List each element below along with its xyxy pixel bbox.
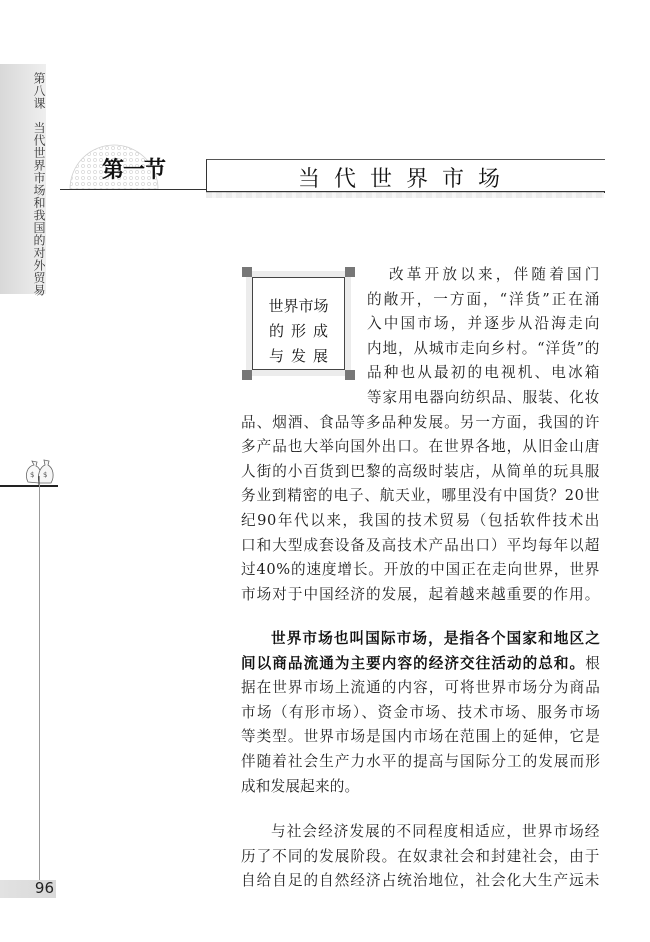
topic-box-line: 世界市场 (268, 297, 329, 315)
svg-text:$: $ (30, 471, 35, 479)
text-line: 品种也从最初的电视机、电冰箱 (367, 364, 600, 382)
text-line: 市场（有形市场）、资金市场、技术市场、服务市场 (241, 703, 600, 721)
text-line: 与社会经济发展的不同程度相适应，世界市场经 (271, 823, 600, 840)
key-definition-text: 世界市场也叫国际市场，是指各个国家和地区之 (271, 630, 600, 647)
key-definition-text: 间以商品流通为主要内容的经济交往活动的总和。 (241, 654, 586, 672)
running-head (31, 72, 45, 297)
text-line: 多产品也大举向国外出口。在世界各地，从旧金山唐 (241, 438, 600, 456)
section-title: 当代世界市场 (297, 167, 514, 192)
text-line: 市场对于中国经济的发展，起着越来越重要的作用。 (241, 585, 600, 603)
text-line: 务业到精密的电子、航天业，哪里没有中国货？20世 (241, 487, 600, 505)
section-number-label: 第一节 (102, 157, 166, 183)
text-line (241, 652, 600, 677)
intro-paragraph (241, 263, 600, 607)
text-line: 等类型。世界市场是国内市场在范围上的延伸，它是 (241, 728, 600, 746)
running-head-lesson-title: 当代世界市场和我国的对外贸易 (32, 121, 46, 297)
page-number: 96 (34, 879, 54, 897)
text-line: 历了不同的发展阶段。在奴隶社会和封建社会，由于 (241, 847, 600, 865)
money-bag-icon (22, 452, 56, 486)
running-head-lesson: 第八课 (32, 72, 46, 110)
text-line: 入中国市场，并逐步从沿海走向 (367, 315, 600, 333)
text-line: 成和发展起来的。 (241, 777, 360, 795)
text-line: 等家用电器向纺织品、服装、化妆 (367, 388, 600, 406)
definition-paragraph (241, 627, 600, 799)
text-line: 人街的小百货到巴黎的高级时装店，从简单的玩具服 (241, 462, 600, 480)
section-title-box (206, 159, 605, 193)
text-line: 伴随着社会生产力水平的提高与国际分工的发展而形 (241, 752, 600, 770)
margin-rule-vertical (39, 485, 40, 880)
text-line: 改革开放以来，伴随着国门 (389, 266, 600, 283)
text-line: 品、烟酒、食品等多品种发展。另一方面，我国的许 (241, 413, 600, 431)
text-line (241, 627, 600, 652)
text-line: 口和大型成套设备及高技术产品出口）平均每年以超 (241, 536, 600, 554)
text-line: 纪90年代以来，我国的技术贸易（包括软件技术出 (241, 511, 600, 529)
text-fragment: 根 (585, 654, 600, 672)
text-line: 自给自足的自然经济占统治地位，社会化大生产远未 (241, 872, 600, 890)
text-line: 据在世界市场上流通的内容，可将世界市场分为商品 (241, 679, 600, 697)
topic-box-line: 的形成 (268, 322, 335, 340)
bleed-through-shadow (206, 192, 604, 198)
margin-rule-horizontal (0, 485, 58, 487)
svg-text:$: $ (43, 471, 48, 479)
topic-box-line: 与发展 (268, 347, 335, 365)
section-baseline-rule (60, 189, 206, 190)
stages-paragraph (241, 820, 600, 894)
text-line: 过40%的速度增长。开放的中国正在走向世界，世界 (241, 561, 600, 579)
text-line: 内地，从城市走向乡村。“洋货”的 (367, 339, 600, 357)
text-line: 的敞开，一方面，“洋货”正在涌 (367, 290, 600, 308)
